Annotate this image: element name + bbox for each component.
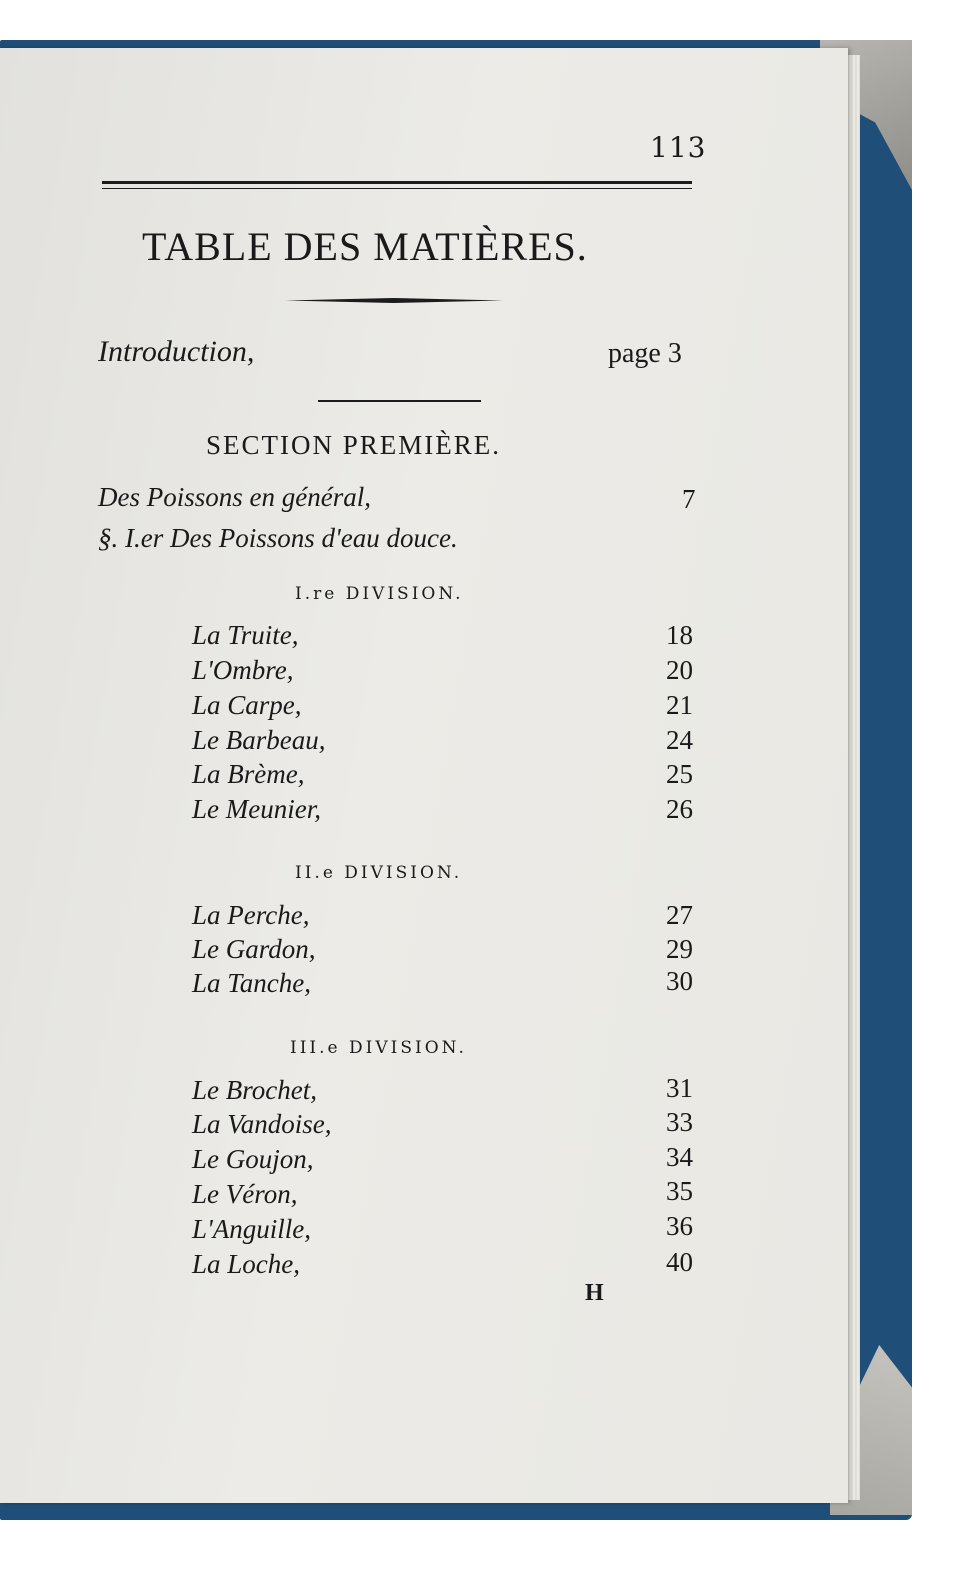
list-item-page: 21 [666,690,693,720]
list-item: La Vandoise, [192,1109,332,1139]
list-item: Le Meunier, [192,794,321,824]
list-item-page: 35 [666,1176,693,1206]
list-item: Le Barbeau, [192,725,326,755]
list-item-page: 27 [666,900,693,930]
list-item: Le Brochet, [192,1075,317,1105]
list-item: Le Véron, [192,1179,298,1209]
ornamental-rule [285,298,503,303]
list-item: L'Ombre, [192,655,294,685]
list-item: La Loche, [192,1249,300,1279]
list-item: La Tanche, [192,968,312,998]
book-page [0,48,848,1503]
paragraph-heading: §. I.er Des Poissons d'eau douce. [98,523,458,553]
list-item: Le Goujon, [192,1144,314,1174]
page-title: TABLE DES MATIÈRES. [142,224,588,269]
general-entry-page: 7 [682,484,696,514]
list-item-page: 30 [666,966,693,996]
list-item: Le Gardon, [192,934,316,964]
list-item-page: 29 [666,934,693,964]
list-item-page: 31 [666,1073,693,1103]
introduction-label: Introduction, [98,335,255,368]
page-number: 113 [650,131,707,164]
signature-mark: H [585,1280,604,1306]
list-item-page: 36 [666,1211,693,1241]
list-item-page: 20 [666,655,693,685]
list-item-page: 40 [666,1247,693,1277]
section-heading: SECTION PREMIÈRE. [206,430,502,460]
list-item-page: 24 [666,725,693,755]
division-heading: II.e DIVISION. [295,863,463,883]
header-rule-thin [102,188,692,189]
list-item: L'Anguille, [192,1214,312,1244]
list-item: La Perche, [192,900,310,930]
list-item-page: 18 [666,620,693,650]
list-item: La Brème, [192,759,305,789]
list-item-page: 25 [666,759,693,789]
list-item-page: 34 [666,1142,693,1172]
division-heading: I.re DIVISION. [295,584,464,604]
list-item-page: 33 [666,1107,693,1137]
division-heading: III.e DIVISION. [290,1038,467,1058]
list-item: La Carpe, [192,690,302,720]
section-rule [318,400,481,402]
introduction-page: page 3 [608,338,682,369]
list-item: La Truite, [192,620,299,650]
list-item-page: 26 [666,794,693,824]
header-rule-thick [102,181,692,184]
general-entry-label: Des Poissons en général, [98,482,371,512]
